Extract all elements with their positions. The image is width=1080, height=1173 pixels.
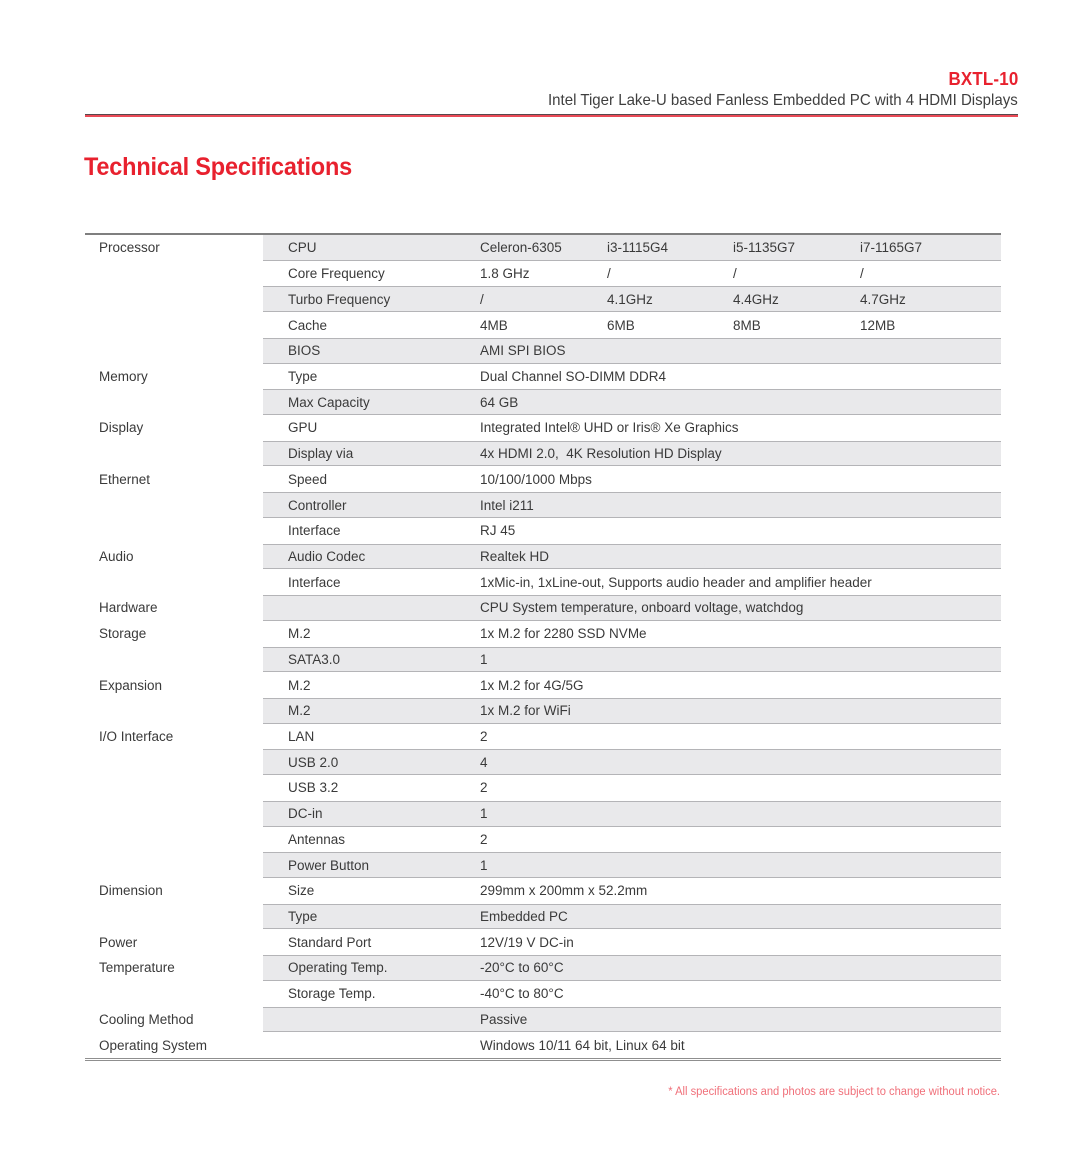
spec-value: 12MB (860, 317, 896, 333)
spec-row-body (263, 441, 1001, 467)
category-cell (85, 775, 263, 801)
spec-row-body (263, 904, 1001, 930)
category-cell (85, 981, 263, 1007)
header-rule (85, 114, 1018, 117)
spec-row (85, 235, 1001, 261)
spec-value: 12V/19 V DC-in (480, 934, 574, 950)
category-cell (85, 441, 263, 467)
spec-value: CPU System temperature, onboard voltage, watchdog (480, 600, 804, 616)
spec-value: 6MB (607, 317, 635, 333)
spec-row (85, 466, 1001, 492)
spec-value: -40°C to 80°C (480, 986, 564, 1002)
spec-label: Display via (288, 446, 354, 462)
category-cell: Processor (85, 235, 263, 261)
spec-label: Power Button (288, 857, 370, 873)
spec-value: i3-1115G4 (607, 239, 669, 255)
spec-label: Type (288, 909, 318, 925)
spec-label: BIOS (288, 343, 321, 359)
spec-label: Type (288, 368, 318, 384)
spec-value: 64 GB (480, 394, 519, 410)
spec-row (85, 621, 1001, 647)
category-cell (85, 647, 263, 673)
spec-value: -20°C to 60°C (480, 960, 564, 976)
spec-value: 2 (480, 729, 488, 745)
category-cell: Hardware (85, 595, 263, 621)
spec-row-body (263, 749, 1001, 775)
spec-row (85, 389, 1001, 415)
header-rule-red-line (85, 115, 1018, 117)
spec-row-body (263, 1007, 1001, 1033)
spec-row-body (263, 621, 1001, 647)
category-cell: Power (85, 929, 263, 955)
spec-row (85, 1007, 1001, 1033)
spec-label: M.2 (288, 703, 311, 719)
spec-label: Interface (288, 574, 341, 590)
spec-row-body (263, 672, 1001, 698)
spec-value: 4.4GHz (733, 291, 779, 307)
category-cell (85, 852, 263, 878)
spec-row (85, 672, 1001, 698)
spec-row-body (263, 775, 1001, 801)
spec-row (85, 749, 1001, 775)
spec-value: RJ 45 (480, 523, 516, 539)
spec-label: Standard Port (288, 934, 372, 950)
spec-row (85, 1032, 1001, 1058)
spec-row-body (263, 878, 1001, 904)
category-cell: Dimension (85, 878, 263, 904)
spec-row (85, 544, 1001, 570)
category-cell: Temperature (85, 955, 263, 981)
spec-row (85, 338, 1001, 364)
spec-label: Antennas (288, 831, 346, 847)
spec-row (85, 878, 1001, 904)
spec-label: LAN (288, 729, 315, 745)
spec-value: 1.8 GHz (480, 266, 530, 282)
spec-row (85, 286, 1001, 312)
spec-row (85, 441, 1001, 467)
spec-label: DC-in (288, 806, 323, 822)
spec-value: 4MB (480, 317, 508, 333)
category-cell (85, 749, 263, 775)
spec-label: Interface (288, 523, 341, 539)
spec-label: Size (288, 883, 315, 899)
spec-row-body (263, 492, 1001, 518)
spec-label: CPU (288, 239, 317, 255)
spec-label: Controller (288, 497, 347, 513)
spec-value: 10/100/1000 Mbps (480, 471, 592, 487)
spec-row-body (263, 595, 1001, 621)
spec-value: / (733, 266, 737, 282)
spec-value: Passive (480, 1011, 528, 1027)
spec-label: Core Frequency (288, 266, 385, 282)
spec-value: 1 (480, 806, 488, 822)
category-cell (85, 338, 263, 364)
category-cell: Operating System (85, 1032, 263, 1058)
spec-value: 8MB (733, 317, 761, 333)
category-cell: Expansion (85, 672, 263, 698)
spec-value: 4x HDMI 2.0, 4K Resolution HD Display (480, 446, 722, 462)
model-name: BXTL-10 (948, 69, 1018, 89)
spec-row-body (263, 544, 1001, 570)
spec-row-body (263, 724, 1001, 750)
spec-label: Audio Codec (288, 548, 366, 564)
category-cell (85, 492, 263, 518)
spec-value: 1 (480, 857, 488, 873)
spec-row (85, 492, 1001, 518)
spec-row-body (263, 929, 1001, 955)
spec-row (85, 929, 1001, 955)
spec-label: Speed (288, 471, 328, 487)
spec-row-body (263, 364, 1001, 390)
spec-value: Intel i211 (480, 497, 534, 513)
spec-value: 4 (480, 754, 488, 770)
spec-value: 4.1GHz (607, 291, 653, 307)
category-cell (85, 389, 263, 415)
category-cell (85, 904, 263, 930)
spec-label: Max Capacity (288, 394, 370, 410)
spec-value: 1x M.2 for WiFi (480, 703, 571, 719)
spec-row (85, 261, 1001, 287)
spec-value: i7-1165G7 (860, 239, 923, 255)
spec-row-body (263, 801, 1001, 827)
category-cell (85, 261, 263, 287)
spec-label: Storage Temp. (288, 986, 376, 1002)
category-cell: Display (85, 415, 263, 441)
spec-row-body (263, 569, 1001, 595)
spec-row-body (263, 647, 1001, 673)
category-cell: Storage (85, 621, 263, 647)
spec-row-body (263, 1032, 1001, 1058)
spec-value: i5-1135G7 (733, 239, 796, 255)
category-cell: Ethernet (85, 466, 263, 492)
spec-value: Celeron-6305 (480, 239, 562, 255)
category-cell (85, 698, 263, 724)
spec-row-body (263, 518, 1001, 544)
spec-row (85, 647, 1001, 673)
spec-label: M.2 (288, 677, 311, 693)
spec-row-body (263, 827, 1001, 853)
spec-value: Integrated Intel® UHD or Iris® Xe Graphics (480, 420, 739, 436)
spec-label: Cache (288, 317, 328, 333)
spec-value: Realtek HD (480, 548, 550, 564)
category-cell (85, 312, 263, 338)
spec-value: / (860, 266, 864, 282)
category-cell (85, 286, 263, 312)
spec-value: Windows 10/11 64 bit, Linux 64 bit (480, 1037, 685, 1053)
spec-row-body (263, 415, 1001, 441)
spec-row-body (263, 698, 1001, 724)
spec-value: 1 (480, 651, 488, 667)
spec-row-body (263, 261, 1001, 287)
spec-value: Dual Channel SO-DIMM DDR4 (480, 368, 667, 384)
spec-row (85, 852, 1001, 878)
spec-row (85, 415, 1001, 441)
spec-row (85, 724, 1001, 750)
spec-row (85, 981, 1001, 1007)
spec-value: Embedded PC (480, 909, 568, 925)
spec-row-body (263, 235, 1001, 261)
spec-value: 1xMic-in, 1xLine-out, Supports audio header and amplifier header (480, 574, 872, 590)
spec-value: 299mm x 200mm x 52.2mm (480, 883, 648, 899)
spec-row-body (263, 852, 1001, 878)
category-cell: Cooling Method (85, 1007, 263, 1033)
spec-label: USB 2.0 (288, 754, 339, 770)
category-cell (85, 518, 263, 544)
spec-row (85, 955, 1001, 981)
spec-row-body (263, 286, 1001, 312)
spec-row (85, 595, 1001, 621)
spec-label: M.2 (288, 626, 311, 642)
spec-value: 2 (480, 780, 488, 796)
spec-row (85, 775, 1001, 801)
spec-value: AMI SPI BIOS (480, 343, 566, 359)
spec-label: SATA3.0 (288, 651, 341, 667)
spec-row-body (263, 338, 1001, 364)
category-cell: Memory (85, 364, 263, 390)
spec-row-body (263, 955, 1001, 981)
page-title: Technical Specifications (84, 153, 353, 181)
spec-row-body (263, 466, 1001, 492)
spec-row-body (263, 389, 1001, 415)
spec-row (85, 569, 1001, 595)
spec-label: Operating Temp. (288, 960, 388, 976)
spec-row (85, 827, 1001, 853)
category-cell: I/O Interface (85, 724, 263, 750)
spec-row-body (263, 312, 1001, 338)
category-cell (85, 801, 263, 827)
spec-value: / (607, 266, 611, 282)
spec-row (85, 364, 1001, 390)
spec-row (85, 518, 1001, 544)
category-cell: Audio (85, 544, 263, 570)
category-cell (85, 569, 263, 595)
spec-label: Turbo Frequency (288, 291, 391, 307)
spec-value: 4.7GHz (860, 291, 906, 307)
spec-value: 1x M.2 for 2280 SSD NVMe (480, 626, 647, 642)
page-subtitle: Intel Tiger Lake-U based Fanless Embedded PC with 4 HDMI Displays (548, 92, 1018, 109)
spec-row (85, 698, 1001, 724)
category-cell (85, 827, 263, 853)
spec-row (85, 904, 1001, 930)
spec-label: GPU (288, 420, 318, 436)
spec-value: 1x M.2 for 4G/5G (480, 677, 584, 693)
spec-value: / (480, 291, 484, 307)
footnote: * All specifications and photos are subject to change without notice. (668, 1086, 1000, 1098)
spec-label: USB 3.2 (288, 780, 339, 796)
spec-row (85, 312, 1001, 338)
spec-row (85, 801, 1001, 827)
spec-table (85, 233, 1001, 1061)
spec-value: 2 (480, 831, 488, 847)
spec-row-body (263, 981, 1001, 1007)
